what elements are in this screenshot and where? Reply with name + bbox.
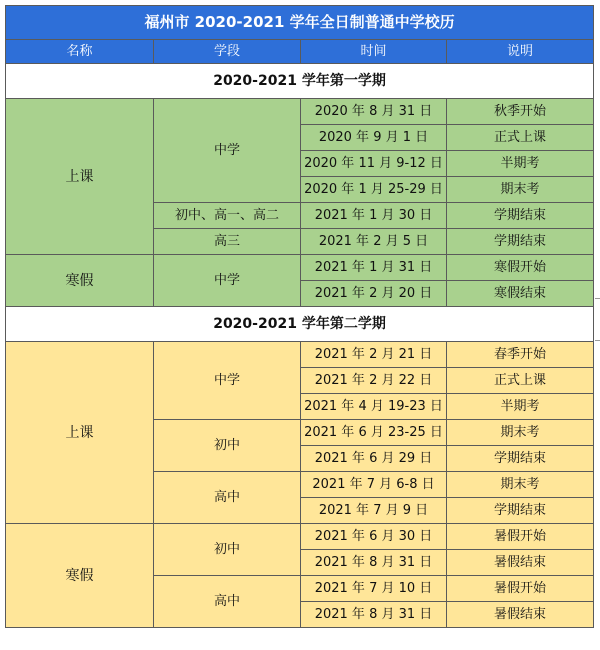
time-cell: 2021 年 7 月 10 日	[301, 576, 447, 602]
school-calendar-table	[5, 5, 594, 628]
stage-cell: 中学	[154, 342, 301, 420]
note-cell: 正式上课	[447, 125, 594, 151]
time-cell: 2020 年 11 月 9-12 日	[301, 151, 447, 177]
note-cell: 学期结束	[447, 446, 594, 472]
note-cell: 暑假开始	[447, 576, 594, 602]
semester-heading-row	[6, 307, 594, 342]
page-edge-mark	[595, 340, 600, 341]
time-cell: 2021 年 8 月 31 日	[301, 550, 447, 576]
note-cell: 期末考	[447, 472, 594, 498]
time-cell: 2021 年 2 月 20 日	[301, 281, 447, 307]
note-cell: 暑假结束	[447, 550, 594, 576]
category-class-cell: 上课	[6, 99, 154, 255]
time-cell: 2021 年 4 月 19-23 日	[301, 394, 447, 420]
note-cell: 秋季开始	[447, 99, 594, 125]
note-cell: 暑假开始	[447, 524, 594, 550]
category-class-cell: 上课	[6, 342, 154, 524]
time-cell: 2020 年 9 月 1 日	[301, 125, 447, 151]
note-cell: 学期结束	[447, 498, 594, 524]
note-cell: 学期结束	[447, 229, 594, 255]
time-cell: 2021 年 6 月 23-25 日	[301, 420, 447, 446]
time-cell: 2021 年 1 月 30 日	[301, 203, 447, 229]
stage-cell: 初中、高一、高二	[154, 203, 301, 229]
time-cell: 2021 年 2 月 22 日	[301, 368, 447, 394]
stage-cell: 中学	[154, 99, 301, 203]
title-row	[6, 6, 594, 40]
table-row	[6, 255, 594, 281]
note-cell: 半期考	[447, 394, 594, 420]
stage-cell: 高中	[154, 472, 301, 524]
time-cell: 2021 年 1 月 31 日	[301, 255, 447, 281]
time-cell: 2020 年 1 月 25-29 日	[301, 177, 447, 203]
note-cell: 春季开始	[447, 342, 594, 368]
stage-cell: 高三	[154, 229, 301, 255]
column-header-stage: 学段	[154, 40, 301, 64]
time-cell: 2021 年 6 月 29 日	[301, 446, 447, 472]
note-cell: 期末考	[447, 177, 594, 203]
table-title: 福州市 2020-2021 学年全日制普通中学校历	[6, 6, 594, 40]
time-cell: 2021 年 7 月 6-8 日	[301, 472, 447, 498]
column-header-note: 说明	[447, 40, 594, 64]
note-cell: 暑假结束	[447, 602, 594, 628]
time-cell: 2020 年 8 月 31 日	[301, 99, 447, 125]
stage-cell: 初中	[154, 524, 301, 576]
table-row	[6, 342, 594, 368]
stage-cell: 高中	[154, 576, 301, 628]
page-edge-mark	[595, 298, 600, 299]
semester1-heading: 2020-2021 学年第一学期	[6, 64, 594, 99]
stage-cell: 中学	[154, 255, 301, 307]
column-header-name: 名称	[6, 40, 154, 64]
note-cell: 期末考	[447, 420, 594, 446]
stage-cell: 初中	[154, 420, 301, 472]
semester-heading-row	[6, 64, 594, 99]
category-vacation-cell: 寒假	[6, 255, 154, 307]
time-cell: 2021 年 6 月 30 日	[301, 524, 447, 550]
note-cell: 寒假开始	[447, 255, 594, 281]
header-row	[6, 40, 594, 64]
note-cell: 正式上课	[447, 368, 594, 394]
semester2-heading: 2020-2021 学年第二学期	[6, 307, 594, 342]
time-cell: 2021 年 2 月 21 日	[301, 342, 447, 368]
table-row	[6, 524, 594, 550]
time-cell: 2021 年 2 月 5 日	[301, 229, 447, 255]
category-vacation-cell: 寒假	[6, 524, 154, 628]
table-row	[6, 99, 594, 125]
note-cell: 半期考	[447, 151, 594, 177]
note-cell: 学期结束	[447, 203, 594, 229]
note-cell: 寒假结束	[447, 281, 594, 307]
time-cell: 2021 年 8 月 31 日	[301, 602, 447, 628]
time-cell: 2021 年 7 月 9 日	[301, 498, 447, 524]
column-header-time: 时间	[301, 40, 447, 64]
